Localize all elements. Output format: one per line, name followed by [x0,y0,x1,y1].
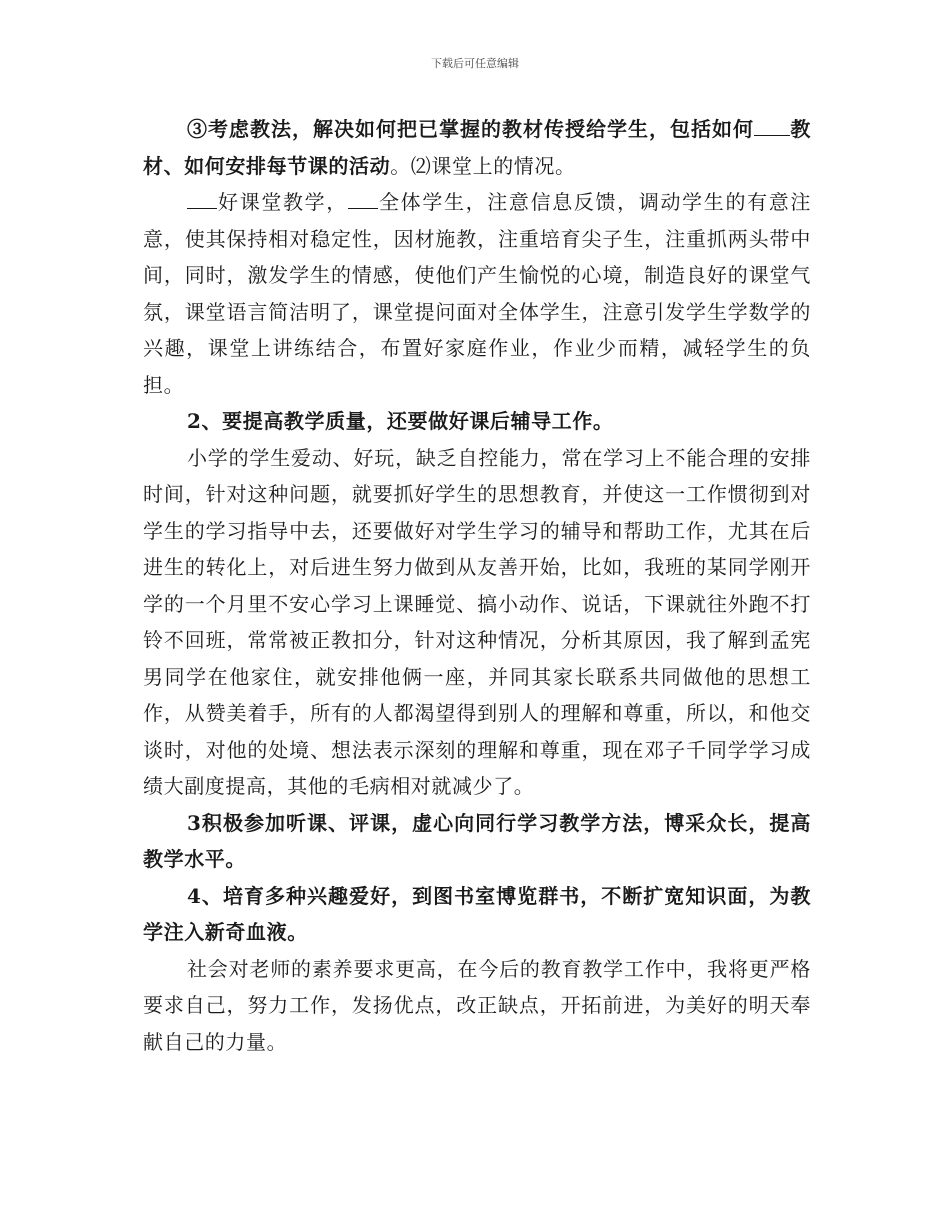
heading-lesson-observation: 3积极参加听课、评课，虚心向同行学习教学方法，博采众长，提高教学水平。 [143,810,811,871]
paragraph-classroom-text-1: 好课堂教学， [217,190,348,214]
page-header: 下载后可任意编辑 [431,57,519,70]
document-body [143,111,811,1060]
paragraph-teaching-method-normal: 。⑵课堂上的情况。 [390,153,576,178]
fill-blank [754,117,790,136]
paragraph-classroom [143,184,811,403]
paragraph-conclusion: 社会对老师的素养要求更高，在今后的教育教学工作中，我将更严格要求自己，努力工作，发扬优点，改正缺点，开拓前进，为美好的明天奉献自己的力量。 [143,956,811,1054]
heading-interests: 4、培育多种兴趣爱好，到图书室博览群书，不断扩宽知识面，为教学注入新奇血液。 [143,883,811,944]
fill-blank [187,190,217,209]
paragraph-teaching-method [143,111,811,184]
heading-after-class-tutoring: 2、要提高教学质量，还要做好课后辅导工作。 [187,409,614,433]
paragraph-tutoring: 小学的学生爱动、好玩，缺乏自控能力，常在学习上不能合理的安排时间，针对这种问题，就要抓好学生的思想教育，并使这一工作惯彻到对学生的学习指导中去，还要做好对学生学习的辅导和帮助工作，尤其在后进生的转化上，对后进生努力做到从友善开始，比如，我班的某同学刚开学的一个月里不安心学习上课睡觉、搞小动作、说话，下课就往外跑不打铃不回班，常常被正教扣分，针对这种情况，分析其原因，我了解到孟宪男同学在他家住，就安排他俩一座，并同其家长联系共同做他的思想工作，从赞美着手，所有的人都渴望得到别人的理解和尊重，所以，和他交谈时，对他的处境、想法表示深刻的理解和尊重，现在邓子千同学学习成绩大副度提高，其他的毛病相对就减少了。 [143,445,811,798]
paragraph-classroom-text-2: 全体学生，注意信息反馈，调动学生的有意注意，使其保持相对稳定性，因材施教，注重培育尖子生，注重抓两头带中间，同时，激发学生的情感，使他们产生愉悦的心境，制造良好的课堂气氛，课堂语言简洁明了，课堂提问面对全体学生，注意引发学生学数学的兴趣，课堂上讲练结合，布置好家庭作业，作业少而精，减轻学生的负担。 [143,190,811,397]
paragraph-teaching-method-bold: ③考虑教法，解决如何把已掌握的教材传授给学生，包括如何 [187,117,754,141]
paragraph-teaching-method-bold-2: 教材、如何安排每节课的活动 [143,117,811,178]
fill-blank [348,190,378,209]
